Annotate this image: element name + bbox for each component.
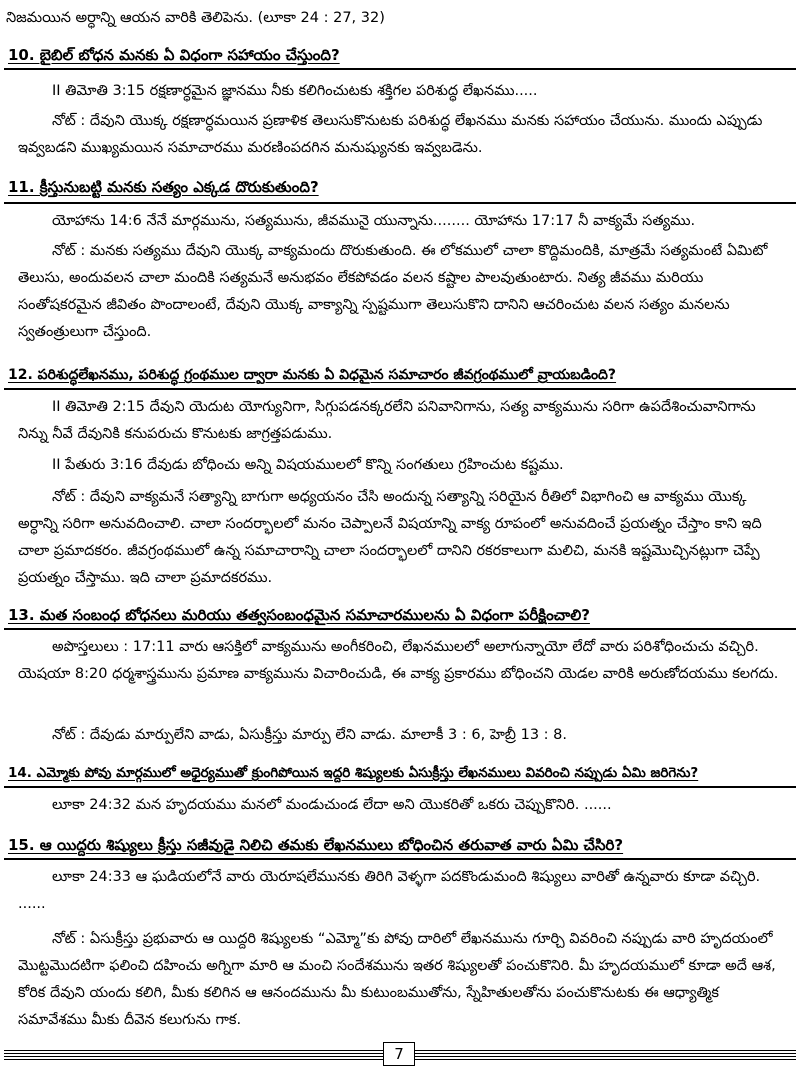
section-rule-14 [4, 786, 796, 788]
section-heading-13-text: 13. మత సంబంధ బోధనలు మరియు తత్వసంబంధమైన సమాచారములను ఏ విధంగా పరీక్షించాలి? [8, 606, 590, 624]
section-15-paragraph-2: నోట్ : ఏసుక్రీస్తు ప్రభువారు ఆ యిద్దరి శిష్యులకు “ఎమ్మో”కు పోవు దారిలో లేఖనమును గూర్చి వివరించి నప్పుడు వారి హృదయంలో మొట్టమొదటిగా ఫలించి దహించు అగ్నిగా మారి ఆ మంచి సందేశమును ఇతర శిష్యులతో పంచుకొనిరి. మీ హృదయములో కూడా అదే ఆశ, కోరిక దేవుని యందు కలిగి, మీకు కలిగిన ఆ ఆనందమును మీ కుటుంబముతోను, స్నేహితులతోను పంచుకొనుటకు ఈ ఆధ్యాత్మిక సమావేశము మీకు దీవెన కలుగును గాక. [18, 931, 776, 1028]
section-heading-11-text: 11. క్రీస్తునుబట్టి మనకు సత్యం ఎక్కడ దొరుకుతుంది? [8, 178, 319, 196]
section-heading-15 [0, 834, 800, 856]
section-rule-13 [4, 628, 796, 630]
section-11-paragraph-1: యోహాను 14:6 నేనే మార్గమును, సత్యమును, జీవమునై యున్నాను........ యోహాను 17:17 నీ వాక్యమే సత్యము. [52, 213, 696, 229]
section-heading-10-text: 10. బైబిల్ బోధన మనకు ఏ విధంగా సహాయం చేస్తుంది? [8, 46, 340, 64]
section-12-paragraph-1: II తిమోతి 2:15 దేవుని యెదుట యోగ్యునిగా, సిగ్గుపడనక్కరలేని పనివానిగాను, సత్య వాక్యమును సరిగా ఉపదేశించువానిగాను నిన్ను నీవే దేవునికి కనుపరుచు కొనుటకు జాగ్రత్తపడుము. [18, 399, 756, 442]
section-heading-14 [0, 762, 800, 784]
section-15-paragraph-1: లూకా 24:33 ఆ ఘడియలోనే వారు యెరూషలేమునకు తిరిగి వెళ్ళగా పదకొండుమంది శిష్యులు వారితో ఉన్నవారు కూడా వచ్చిరి. ...... [18, 869, 761, 912]
section-heading-15-text: 15. ఆ యిద్దరు శిష్యులు క్రీస్తు సజీవుడై నిలిచి తమకు లేఖనములు బోధించిన తరువాత వారు ఏమి చేసిరి? [8, 836, 624, 854]
section-12-paragraph-2: II పేతురు 3:16 దేవుడు బోధించు అన్ని విషయములలో కొన్ని సంగతులు గ్రహించుట కష్టము. [52, 457, 564, 473]
intro-line: నిజమయిన అర్ధాన్ని ఆయన వారికి తెలిపెను. (లూకా 24 : 27, 32) [6, 10, 385, 26]
section-rule-10 [4, 68, 796, 70]
section-heading-12-text: 12. పరిశుద్ధలేఖనము, పరిశుద్ధ గ్రంథముల ద్వారా మనకు ఏ విధమైన సమాచారం జీవగ్రంథములో వ్రాయబడింది? [8, 367, 617, 383]
section-rule-12 [4, 388, 796, 390]
section-13-paragraph-2: నోట్ : దేవుడు మార్పులేని వాడు, ఏసుక్రీస్తు మార్పు లేని వాడు. మాలాకీ 3 : 6, హెబ్రీ 13 : 8. [52, 727, 567, 743]
section-heading-11 [0, 176, 800, 198]
section-11-paragraph-2: నోట్ : మనకు సత్యము దేవుని యొక్క వాక్యమందు దొరుకుతుంది. ఈ లోకములో చాలా కొద్దిమందికి, మాత్రమే సత్యమంటే ఏమిటో తెలుసు, అందువలన చాలా మందికి సత్యమనే అనుభవం లేకపోవడం వలన కష్టాల పాలవుతుంటారు. నిత్య జీవము మరియు సంతోషకరమైన జీవితం పొందాలంటే, దేవుని యొక్క వాక్యాన్ని స్పష్టముగా తెలుసుకొని దానిని ఆచరించుట వలన సత్యం మనలను స్వతంత్రులుగా చేస్తుంది. [18, 243, 768, 340]
page-number: 7 [383, 1042, 415, 1066]
section-13-paragraph-1: అపొస్తలులు : 17:11 వారు ఆసక్తిలో వాక్యమును అంగీకరించి, లేఖనములలో అలాగున్నాయో లేదో వారు పరిశోధించుచు వచ్చిరి. యెషయా 8:20 ధర్మశాస్త్రమును ప్రమాణ వాక్యమును విచారించుడి, ఈ వాక్య ప్రకారము బోధించని యెడల వారికి అరుణోదయము కలగదు. [18, 639, 779, 682]
section-heading-12 [0, 364, 800, 386]
section-10-paragraph-2: నోట్ : దేవుని యొక్క రక్షణార్ధమయిన ప్రణాళిక తెలుసుకొనుటకు పరిశుద్ధ లేఖనము మనకు సహాయం చేయును. ముందు ఎప్పుడు ఇవ్వబడని ముఖ్యమయిన సమాచారము మరణింపదగిన మనుష్యునకు ఇవ్వబడెను. [18, 113, 763, 156]
section-10-paragraph-1: II తిమోతి 3:15 రక్షణార్ధమైన జ్ఞానము నీకు కలిగించుటకు శక్తిగల పరిశుద్ధ లేఖనము..... [52, 83, 538, 99]
section-rule-11 [4, 202, 796, 204]
section-14-paragraph-1: లూకా 24:32 మన హృదయము మనలో మండుచుండ లేదా అని యొకరితో ఒకరు చెప్పుకొనిరి. ...... [52, 797, 612, 813]
section-heading-14-text: 14. ఎమ్మోకు పోవు మార్గములో అధైర్యముతో క్రుంగిపోయిన ఇద్దరి శిష్యులకు ఏసుక్రీస్తు లేఖనములు వివరించి నప్పుడు ఏమి జరిగెను? [8, 765, 699, 781]
section-heading-10 [0, 44, 800, 66]
section-heading-13 [0, 604, 800, 626]
section-rule-15 [4, 858, 796, 860]
section-12-paragraph-3: నోట్ : దేవుని వాక్యమనే సత్యాన్ని బాగుగా అధ్యయనం చేసి అందున్న సత్యాన్ని సరియైన రీతిలో విభాగించి ఆ వాక్యము యొక్క అర్ధాన్ని సరిగా అనువదించాలి. చాలా సందర్భాలలో మనం చెప్పాలనే విషయాన్ని వాక్య రూపంలో అనువదించే ప్రయత్నం చేస్తాం కాని ఇది చాలా ప్రమాదకరం. జీవగ్రంథములో ఉన్న సమాచారాన్ని చాలా సందర్భాలలో దానిని రకరకాలుగా మలిచి, మనకి ఇష్టమొచ్చినట్లుగా చెప్పే ప్రయత్నం చేస్తాము. ఇది చాలా ప్రమాదకరము. [18, 489, 762, 586]
